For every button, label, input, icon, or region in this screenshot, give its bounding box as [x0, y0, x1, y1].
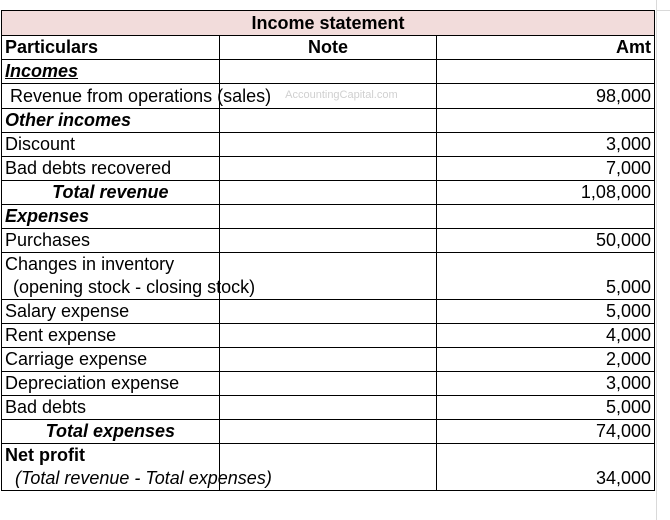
discount-label[interactable]: Discount	[2, 133, 220, 157]
table-row	[2, 420, 655, 444]
net-profit-sublabel: (Total revenue - Total expenses)	[15, 468, 272, 488]
net-profit-label-cell[interactable]	[2, 444, 272, 491]
note-cell[interactable]	[219, 300, 437, 324]
table-row	[2, 396, 655, 420]
note-cell[interactable]	[219, 420, 437, 444]
note-cell[interactable]	[219, 396, 437, 420]
expense-label[interactable]: Depreciation expense	[2, 372, 220, 396]
net-profit-amt[interactable]: 34,000	[437, 444, 655, 491]
discount-amt[interactable]: 3,000	[437, 133, 655, 157]
note-cell[interactable]	[219, 109, 437, 133]
expense-amt[interactable]: 2,000	[437, 348, 655, 372]
table-row	[2, 181, 655, 205]
header-row	[2, 36, 655, 60]
note-cell[interactable]	[219, 372, 437, 396]
income-statement-table	[1, 10, 655, 491]
note-cell[interactable]	[219, 157, 437, 181]
note-cell[interactable]	[219, 348, 437, 372]
table-row	[2, 300, 655, 324]
table-row	[2, 205, 655, 229]
header-amt[interactable]: Amt	[437, 36, 655, 60]
note-cell[interactable]	[219, 229, 437, 253]
table-row	[2, 253, 655, 300]
other-incomes-heading[interactable]: Other incomes	[2, 109, 220, 133]
title-row	[2, 11, 655, 36]
note-cell[interactable]	[219, 133, 437, 157]
expense-label[interactable]: Purchases	[2, 229, 220, 253]
table-row	[2, 348, 655, 372]
total-revenue-label[interactable]: Total revenue	[2, 181, 220, 205]
amt-cell[interactable]	[437, 60, 655, 84]
total-revenue-amt[interactable]: 1,08,000	[437, 181, 655, 205]
note-cell[interactable]	[219, 205, 437, 229]
watermark: AccountingCapital.com	[285, 89, 398, 101]
note-cell[interactable]	[219, 324, 437, 348]
revenue-amt[interactable]: 98,000	[437, 84, 655, 109]
table-row	[2, 444, 655, 491]
expense-label[interactable]: Carriage expense	[2, 348, 220, 372]
revenue-label-cell[interactable]	[2, 84, 398, 109]
expense-label[interactable]: Salary expense	[2, 300, 220, 324]
note-cell[interactable]	[219, 181, 437, 205]
expense-label[interactable]: Bad debts	[2, 396, 220, 420]
expense-amt[interactable]: 50,000	[437, 229, 655, 253]
expenses-heading[interactable]: Expenses	[2, 205, 220, 229]
table-row	[2, 229, 655, 253]
table-row	[2, 84, 655, 109]
total-expenses-label[interactable]: Total expenses	[2, 420, 220, 444]
table-row	[2, 133, 655, 157]
note-cell[interactable]	[219, 60, 437, 84]
header-particulars[interactable]: Particulars	[2, 36, 220, 60]
statement-title[interactable]: Income statement	[2, 11, 655, 36]
expense-amt[interactable]: 5,000	[437, 300, 655, 324]
header-note[interactable]: Note	[219, 36, 437, 60]
table-row	[2, 157, 655, 181]
revenue-label: Revenue from operations (sales)	[10, 86, 272, 106]
bad-debts-recovered-label[interactable]: Bad debts recovered	[2, 157, 220, 181]
expense-amt[interactable]: 5,000	[437, 396, 655, 420]
bad-debts-recovered-amt[interactable]: 7,000	[437, 157, 655, 181]
gridline-column	[656, 0, 670, 520]
amt-cell[interactable]	[437, 205, 655, 229]
table-row	[2, 60, 655, 84]
table-row	[2, 109, 655, 133]
expense-label-cell[interactable]	[2, 253, 256, 300]
expense-amt[interactable]: 4,000	[437, 324, 655, 348]
expense-label: Changes in inventory	[5, 254, 175, 274]
expense-sublabel: (opening stock - closing stock)	[13, 277, 256, 297]
expense-amt[interactable]: 5,000	[437, 253, 655, 300]
total-expenses-amt[interactable]: 74,000	[437, 420, 655, 444]
table-row	[2, 324, 655, 348]
expense-amt[interactable]: 3,000	[437, 372, 655, 396]
amt-cell[interactable]	[437, 109, 655, 133]
net-profit-label: Net profit	[5, 445, 85, 465]
incomes-heading[interactable]: Incomes	[2, 60, 220, 84]
table-row	[2, 372, 655, 396]
expense-label[interactable]: Rent expense	[2, 324, 220, 348]
